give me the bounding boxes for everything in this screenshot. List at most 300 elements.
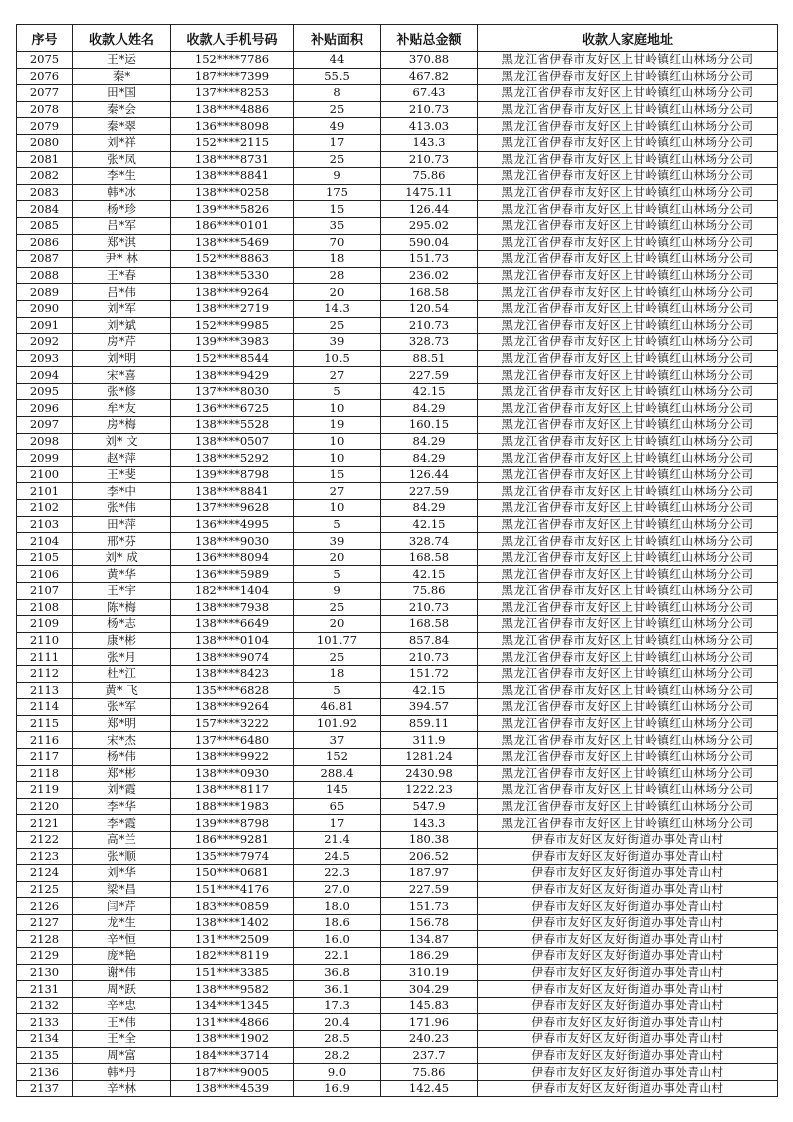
payee-phone-cell: 137****8030 — [171, 383, 294, 400]
table-row — [17, 914, 778, 931]
payee-name-cell: 辛*忠 — [73, 997, 171, 1014]
payee-name-cell: 郑*彬 — [73, 765, 171, 782]
payee-phone-cell: 138****6649 — [171, 616, 294, 633]
home-address-cell: 黑龙江省伊春市友好区上甘岭镇红山林场分公司 — [478, 400, 778, 417]
payee-name-cell: 张*伟 — [73, 500, 171, 517]
home-address-cell: 黑龙江省伊春市友好区上甘岭镇红山林场分公司 — [478, 583, 778, 600]
subsidy-area-cell: 101.92 — [294, 715, 381, 732]
serial-number-cell: 2112 — [17, 665, 73, 682]
subsidy-amount-cell: 126.44 — [381, 201, 478, 218]
table-row — [17, 350, 778, 367]
subsidy-amount-cell: 394.57 — [381, 699, 478, 716]
payee-phone-cell: 138****8423 — [171, 665, 294, 682]
payee-name-cell: 韩*丹 — [73, 1064, 171, 1081]
payee-name-cell: 张*修 — [73, 383, 171, 400]
header-subsidy-area: 补贴面积 — [294, 25, 381, 52]
table-row — [17, 118, 778, 135]
home-address-cell: 黑龙江省伊春市友好区上甘岭镇红山林场分公司 — [478, 500, 778, 517]
serial-number-cell: 2119 — [17, 782, 73, 799]
payee-phone-cell: 184****3714 — [171, 1047, 294, 1064]
payee-phone-cell: 138****4886 — [171, 101, 294, 118]
payee-phone-cell: 136****4995 — [171, 516, 294, 533]
subsidy-area-cell: 14.3 — [294, 300, 381, 317]
payee-name-cell: 高*兰 — [73, 831, 171, 848]
payee-phone-cell: 138****9922 — [171, 748, 294, 765]
subsidy-area-cell: 10 — [294, 433, 381, 450]
subsidy-amount-cell: 187.97 — [381, 865, 478, 882]
payee-phone-cell: 139****3983 — [171, 334, 294, 351]
payee-phone-cell: 138****9264 — [171, 284, 294, 301]
payee-name-cell: 梁*昌 — [73, 881, 171, 898]
home-address-cell: 黑龙江省伊春市友好区上甘岭镇红山林场分公司 — [478, 52, 778, 69]
serial-number-cell: 2131 — [17, 981, 73, 998]
table-row — [17, 85, 778, 102]
table-row — [17, 1014, 778, 1031]
subsidy-amount-cell: 120.54 — [381, 300, 478, 317]
subsidy-area-cell: 9.0 — [294, 1064, 381, 1081]
home-address-cell: 黑龙江省伊春市友好区上甘岭镇红山林场分公司 — [478, 151, 778, 168]
payee-phone-cell: 138****0507 — [171, 433, 294, 450]
subsidy-amount-cell: 1281.24 — [381, 748, 478, 765]
subsidy-amount-cell: 467.82 — [381, 68, 478, 85]
table-row — [17, 831, 778, 848]
subsidy-amount-cell: 210.73 — [381, 649, 478, 666]
subsidy-area-cell: 5 — [294, 383, 381, 400]
serial-number-cell: 2101 — [17, 483, 73, 500]
payee-phone-cell: 151****4176 — [171, 881, 294, 898]
subsidy-amount-cell: 240.23 — [381, 1031, 478, 1048]
serial-number-cell: 2095 — [17, 383, 73, 400]
table-body — [17, 52, 778, 1097]
payee-name-cell: 杜*江 — [73, 665, 171, 682]
table-row — [17, 317, 778, 334]
payee-phone-cell: 152****9985 — [171, 317, 294, 334]
table-row — [17, 383, 778, 400]
subsidy-area-cell: 65 — [294, 798, 381, 815]
serial-number-cell: 2105 — [17, 549, 73, 566]
table-row — [17, 798, 778, 815]
payee-name-cell: 尹* 林 — [73, 251, 171, 268]
table-row — [17, 948, 778, 965]
header-payee-name: 收款人姓名 — [73, 25, 171, 52]
home-address-cell: 黑龙江省伊春市友好区上甘岭镇红山林场分公司 — [478, 665, 778, 682]
table-row — [17, 649, 778, 666]
table-row — [17, 184, 778, 201]
payee-phone-cell: 150****0681 — [171, 865, 294, 882]
payee-name-cell: 黄* 飞 — [73, 682, 171, 699]
table-row — [17, 466, 778, 483]
home-address-cell: 黑龙江省伊春市友好区上甘岭镇红山林场分公司 — [478, 118, 778, 135]
payee-name-cell: 庞*艳 — [73, 948, 171, 965]
subsidy-amount-cell: 328.74 — [381, 533, 478, 550]
subsidy-amount-cell: 145.83 — [381, 997, 478, 1014]
subsidy-area-cell: 20 — [294, 284, 381, 301]
header-payee-home-address: 收款人家庭地址 — [478, 25, 778, 52]
subsidy-amount-cell: 310.19 — [381, 964, 478, 981]
subsidy-amount-cell: 75.86 — [381, 168, 478, 185]
home-address-cell: 黑龙江省伊春市友好区上甘岭镇红山林场分公司 — [478, 765, 778, 782]
payee-phone-cell: 138****5469 — [171, 234, 294, 251]
serial-number-cell: 2109 — [17, 616, 73, 633]
home-address-cell: 黑龙江省伊春市友好区上甘岭镇红山林场分公司 — [478, 533, 778, 550]
home-address-cell: 黑龙江省伊春市友好区上甘岭镇红山林场分公司 — [478, 632, 778, 649]
payee-name-cell: 张*军 — [73, 699, 171, 716]
home-address-cell: 伊春市友好区友好街道办事处青山村 — [478, 964, 778, 981]
subsidy-amount-cell: 227.59 — [381, 367, 478, 384]
subsidy-area-cell: 44 — [294, 52, 381, 69]
home-address-cell: 黑龙江省伊春市友好区上甘岭镇红山林场分公司 — [478, 599, 778, 616]
subsidy-area-cell: 9 — [294, 168, 381, 185]
subsidy-amount-cell: 143.3 — [381, 815, 478, 832]
home-address-cell: 伊春市友好区友好街道办事处青山村 — [478, 898, 778, 915]
payee-phone-cell: 138****1902 — [171, 1031, 294, 1048]
serial-number-cell: 2079 — [17, 118, 73, 135]
payee-name-cell: 秦* — [73, 68, 171, 85]
table-row — [17, 251, 778, 268]
payee-phone-cell: 137****8253 — [171, 85, 294, 102]
table-row — [17, 300, 778, 317]
payee-phone-cell: 151****3385 — [171, 964, 294, 981]
subsidy-amount-cell: 295.02 — [381, 217, 478, 234]
home-address-cell: 黑龙江省伊春市友好区上甘岭镇红山林场分公司 — [478, 815, 778, 832]
subsidy-area-cell: 35 — [294, 217, 381, 234]
subsidy-amount-cell: 210.73 — [381, 599, 478, 616]
home-address-cell: 黑龙江省伊春市友好区上甘岭镇红山林场分公司 — [478, 732, 778, 749]
subsidy-area-cell: 175 — [294, 184, 381, 201]
subsidy-area-cell: 16.0 — [294, 931, 381, 948]
payee-name-cell: 王*伟 — [73, 1014, 171, 1031]
subsidy-area-cell: 28 — [294, 267, 381, 284]
home-address-cell: 伊春市友好区友好街道办事处青山村 — [478, 1031, 778, 1048]
subsidy-area-cell: 17 — [294, 815, 381, 832]
table-row — [17, 533, 778, 550]
serial-number-cell: 2084 — [17, 201, 73, 218]
home-address-cell: 黑龙江省伊春市友好区上甘岭镇红山林场分公司 — [478, 184, 778, 201]
home-address-cell: 黑龙江省伊春市友好区上甘岭镇红山林场分公司 — [478, 516, 778, 533]
payee-name-cell: 周*跃 — [73, 981, 171, 998]
serial-number-cell: 2092 — [17, 334, 73, 351]
payee-name-cell: 龙*生 — [73, 914, 171, 931]
payee-name-cell: 秦*翠 — [73, 118, 171, 135]
serial-number-cell: 2114 — [17, 699, 73, 716]
payee-phone-cell: 137****9628 — [171, 500, 294, 517]
serial-number-cell: 2130 — [17, 964, 73, 981]
subsidy-amount-cell: 180.38 — [381, 831, 478, 848]
payee-name-cell: 宋*喜 — [73, 367, 171, 384]
subsidy-area-cell: 18.0 — [294, 898, 381, 915]
subsidy-area-cell: 37 — [294, 732, 381, 749]
subsidy-area-cell: 70 — [294, 234, 381, 251]
subsidy-amount-cell: 168.58 — [381, 616, 478, 633]
payee-phone-cell: 136****5989 — [171, 566, 294, 583]
payee-name-cell: 赵*萍 — [73, 450, 171, 467]
home-address-cell: 伊春市友好区友好街道办事处青山村 — [478, 981, 778, 998]
home-address-cell: 黑龙江省伊春市友好区上甘岭镇红山林场分公司 — [478, 483, 778, 500]
serial-number-cell: 2082 — [17, 168, 73, 185]
serial-number-cell: 2108 — [17, 599, 73, 616]
serial-number-cell: 2129 — [17, 948, 73, 965]
payee-name-cell: 秦*会 — [73, 101, 171, 118]
serial-number-cell: 2121 — [17, 815, 73, 832]
payee-phone-cell: 138****5330 — [171, 267, 294, 284]
payee-name-cell: 刘* 成 — [73, 549, 171, 566]
table-row — [17, 367, 778, 384]
payee-phone-cell: 152****7786 — [171, 52, 294, 69]
subsidy-amount-cell: 1222.23 — [381, 782, 478, 799]
payee-phone-cell: 137****6480 — [171, 732, 294, 749]
table-row — [17, 1031, 778, 1048]
table-row — [17, 665, 778, 682]
subsidy-area-cell: 20 — [294, 549, 381, 566]
subsidy-area-cell: 17 — [294, 134, 381, 151]
subsidy-area-cell: 25 — [294, 649, 381, 666]
table-row — [17, 234, 778, 251]
serial-number-cell: 2098 — [17, 433, 73, 450]
table-row — [17, 865, 778, 882]
header-payee-phone: 收款人手机号码 — [171, 25, 294, 52]
table-row — [17, 433, 778, 450]
home-address-cell: 黑龙江省伊春市友好区上甘岭镇红山林场分公司 — [478, 85, 778, 102]
subsidy-amount-cell: 75.86 — [381, 583, 478, 600]
table-row — [17, 516, 778, 533]
payee-name-cell: 刘*华 — [73, 865, 171, 882]
payee-name-cell: 李*华 — [73, 798, 171, 815]
subsidy-amount-cell: 859.11 — [381, 715, 478, 732]
serial-number-cell: 2133 — [17, 1014, 73, 1031]
home-address-cell: 黑龙江省伊春市友好区上甘岭镇红山林场分公司 — [478, 466, 778, 483]
payee-name-cell: 杨*珍 — [73, 201, 171, 218]
payee-phone-cell: 139****8798 — [171, 466, 294, 483]
payee-phone-cell: 152****8544 — [171, 350, 294, 367]
serial-number-cell: 2137 — [17, 1080, 73, 1097]
table-row — [17, 52, 778, 69]
table-row — [17, 848, 778, 865]
subsidy-amount-cell: 42.15 — [381, 383, 478, 400]
serial-number-cell: 2093 — [17, 350, 73, 367]
table-header-row — [17, 25, 778, 52]
table-row — [17, 765, 778, 782]
serial-number-cell: 2102 — [17, 500, 73, 517]
subsidy-area-cell: 24.5 — [294, 848, 381, 865]
table-row — [17, 682, 778, 699]
subsidy-area-cell: 152 — [294, 748, 381, 765]
header-serial-number: 序号 — [17, 25, 73, 52]
serial-number-cell: 2100 — [17, 466, 73, 483]
serial-number-cell: 2122 — [17, 831, 73, 848]
payee-phone-cell: 131****2509 — [171, 931, 294, 948]
subsidy-amount-cell: 142.45 — [381, 1080, 478, 1097]
payee-name-cell: 杨*伟 — [73, 748, 171, 765]
home-address-cell: 黑龙江省伊春市友好区上甘岭镇红山林场分公司 — [478, 549, 778, 566]
subsidy-amount-cell: 227.59 — [381, 483, 478, 500]
payee-name-cell: 王*斐 — [73, 466, 171, 483]
payee-name-cell: 辛*林 — [73, 1080, 171, 1097]
serial-number-cell: 2094 — [17, 367, 73, 384]
payee-name-cell: 王*全 — [73, 1031, 171, 1048]
subsidy-area-cell: 288.4 — [294, 765, 381, 782]
payee-phone-cell: 134****1345 — [171, 997, 294, 1014]
subsidy-table — [16, 24, 778, 1097]
subsidy-amount-cell: 75.86 — [381, 1064, 478, 1081]
subsidy-area-cell: 145 — [294, 782, 381, 799]
payee-name-cell: 刘* 文 — [73, 433, 171, 450]
table-row — [17, 964, 778, 981]
subsidy-area-cell: 46.81 — [294, 699, 381, 716]
payee-phone-cell: 136****8094 — [171, 549, 294, 566]
payee-name-cell: 黄*华 — [73, 566, 171, 583]
serial-number-cell: 2125 — [17, 881, 73, 898]
payee-name-cell: 郑*明 — [73, 715, 171, 732]
subsidy-area-cell: 20.4 — [294, 1014, 381, 1031]
subsidy-amount-cell: 2430.98 — [381, 765, 478, 782]
serial-number-cell: 2123 — [17, 848, 73, 865]
subsidy-area-cell: 27.0 — [294, 881, 381, 898]
payee-name-cell: 田*国 — [73, 85, 171, 102]
payee-phone-cell: 188****1983 — [171, 798, 294, 815]
subsidy-amount-cell: 304.29 — [381, 981, 478, 998]
payee-phone-cell: 152****2115 — [171, 134, 294, 151]
table-row — [17, 267, 778, 284]
subsidy-amount-cell: 311.9 — [381, 732, 478, 749]
payee-name-cell: 李*生 — [73, 168, 171, 185]
table-row — [17, 583, 778, 600]
serial-number-cell: 2075 — [17, 52, 73, 69]
payee-phone-cell: 138****8841 — [171, 483, 294, 500]
payee-phone-cell: 138****9582 — [171, 981, 294, 998]
subsidy-amount-cell: 590.04 — [381, 234, 478, 251]
payee-name-cell: 李*霞 — [73, 815, 171, 832]
home-address-cell: 伊春市友好区友好街道办事处青山村 — [478, 848, 778, 865]
table-row — [17, 881, 778, 898]
payee-name-cell: 张*凤 — [73, 151, 171, 168]
home-address-cell: 伊春市友好区友好街道办事处青山村 — [478, 948, 778, 965]
table-row — [17, 500, 778, 517]
payee-name-cell: 辛*恒 — [73, 931, 171, 948]
table-row — [17, 815, 778, 832]
home-address-cell: 伊春市友好区友好街道办事处青山村 — [478, 931, 778, 948]
table-row — [17, 450, 778, 467]
table-row — [17, 599, 778, 616]
subsidy-amount-cell: 206.52 — [381, 848, 478, 865]
home-address-cell: 伊春市友好区友好街道办事处青山村 — [478, 1047, 778, 1064]
home-address-cell: 伊春市友好区友好街道办事处青山村 — [478, 997, 778, 1014]
serial-number-cell: 2085 — [17, 217, 73, 234]
subsidy-amount-cell: 143.3 — [381, 134, 478, 151]
payee-phone-cell: 138****0258 — [171, 184, 294, 201]
subsidy-area-cell: 101.77 — [294, 632, 381, 649]
subsidy-area-cell: 10 — [294, 500, 381, 517]
payee-phone-cell: 138****9074 — [171, 649, 294, 666]
table-row — [17, 417, 778, 434]
home-address-cell: 黑龙江省伊春市友好区上甘岭镇红山林场分公司 — [478, 234, 778, 251]
payee-phone-cell: 152****8863 — [171, 251, 294, 268]
payee-phone-cell: 138****1402 — [171, 914, 294, 931]
home-address-cell: 黑龙江省伊春市友好区上甘岭镇红山林场分公司 — [478, 101, 778, 118]
payee-phone-cell: 182****8119 — [171, 948, 294, 965]
table-row — [17, 632, 778, 649]
serial-number-cell: 2103 — [17, 516, 73, 533]
serial-number-cell: 2090 — [17, 300, 73, 317]
subsidy-amount-cell: 186.29 — [381, 948, 478, 965]
payee-phone-cell: 139****8798 — [171, 815, 294, 832]
home-address-cell: 黑龙江省伊春市友好区上甘岭镇红山林场分公司 — [478, 317, 778, 334]
payee-name-cell: 邢*芬 — [73, 533, 171, 550]
table-row — [17, 566, 778, 583]
payee-name-cell: 王*宇 — [73, 583, 171, 600]
table-row — [17, 748, 778, 765]
subsidy-amount-cell: 857.84 — [381, 632, 478, 649]
payee-name-cell: 宋*杰 — [73, 732, 171, 749]
table-row — [17, 981, 778, 998]
serial-number-cell: 2124 — [17, 865, 73, 882]
subsidy-amount-cell: 84.29 — [381, 450, 478, 467]
payee-phone-cell: 138****9264 — [171, 699, 294, 716]
payee-name-cell: 周*富 — [73, 1047, 171, 1064]
home-address-cell: 黑龙江省伊春市友好区上甘岭镇红山林场分公司 — [478, 267, 778, 284]
serial-number-cell: 2116 — [17, 732, 73, 749]
subsidy-area-cell: 28.2 — [294, 1047, 381, 1064]
home-address-cell: 伊春市友好区友好街道办事处青山村 — [478, 1014, 778, 1031]
subsidy-area-cell: 55.5 — [294, 68, 381, 85]
serial-number-cell: 2117 — [17, 748, 73, 765]
table-row — [17, 616, 778, 633]
table-row — [17, 334, 778, 351]
payee-phone-cell: 131****4866 — [171, 1014, 294, 1031]
payee-name-cell: 刘*霞 — [73, 782, 171, 799]
subsidy-area-cell: 9 — [294, 583, 381, 600]
subsidy-area-cell: 25 — [294, 101, 381, 118]
subsidy-amount-cell: 84.29 — [381, 500, 478, 517]
home-address-cell: 黑龙江省伊春市友好区上甘岭镇红山林场分公司 — [478, 350, 778, 367]
subsidy-area-cell: 18 — [294, 665, 381, 682]
subsidy-area-cell: 18 — [294, 251, 381, 268]
payee-phone-cell: 138****7938 — [171, 599, 294, 616]
table-row — [17, 68, 778, 85]
home-address-cell: 黑龙江省伊春市友好区上甘岭镇红山林场分公司 — [478, 566, 778, 583]
table-row — [17, 931, 778, 948]
payee-phone-cell: 138****4539 — [171, 1080, 294, 1097]
payee-name-cell: 康*彬 — [73, 632, 171, 649]
table-row — [17, 1064, 778, 1081]
payee-name-cell: 刘*明 — [73, 350, 171, 367]
payee-name-cell: 陈*梅 — [73, 599, 171, 616]
subsidy-area-cell: 5 — [294, 516, 381, 533]
subsidy-amount-cell: 227.59 — [381, 881, 478, 898]
subsidy-amount-cell: 168.58 — [381, 284, 478, 301]
subsidy-area-cell: 15 — [294, 201, 381, 218]
payee-name-cell: 房*芹 — [73, 334, 171, 351]
serial-number-cell: 2106 — [17, 566, 73, 583]
table-row — [17, 1047, 778, 1064]
payee-phone-cell: 136****6725 — [171, 400, 294, 417]
payee-name-cell: 张*月 — [73, 649, 171, 666]
serial-number-cell: 2126 — [17, 898, 73, 915]
table-row — [17, 201, 778, 218]
subsidy-area-cell: 8 — [294, 85, 381, 102]
home-address-cell: 黑龙江省伊春市友好区上甘岭镇红山林场分公司 — [478, 284, 778, 301]
serial-number-cell: 2089 — [17, 284, 73, 301]
serial-number-cell: 2134 — [17, 1031, 73, 1048]
home-address-cell: 黑龙江省伊春市友好区上甘岭镇红山林场分公司 — [478, 748, 778, 765]
subsidy-area-cell: 22.3 — [294, 865, 381, 882]
payee-phone-cell: 187****7399 — [171, 68, 294, 85]
table-row — [17, 549, 778, 566]
serial-number-cell: 2135 — [17, 1047, 73, 1064]
home-address-cell: 黑龙江省伊春市友好区上甘岭镇红山林场分公司 — [478, 682, 778, 699]
serial-number-cell: 2091 — [17, 317, 73, 334]
subsidy-area-cell: 16.9 — [294, 1080, 381, 1097]
subsidy-amount-cell: 547.9 — [381, 798, 478, 815]
